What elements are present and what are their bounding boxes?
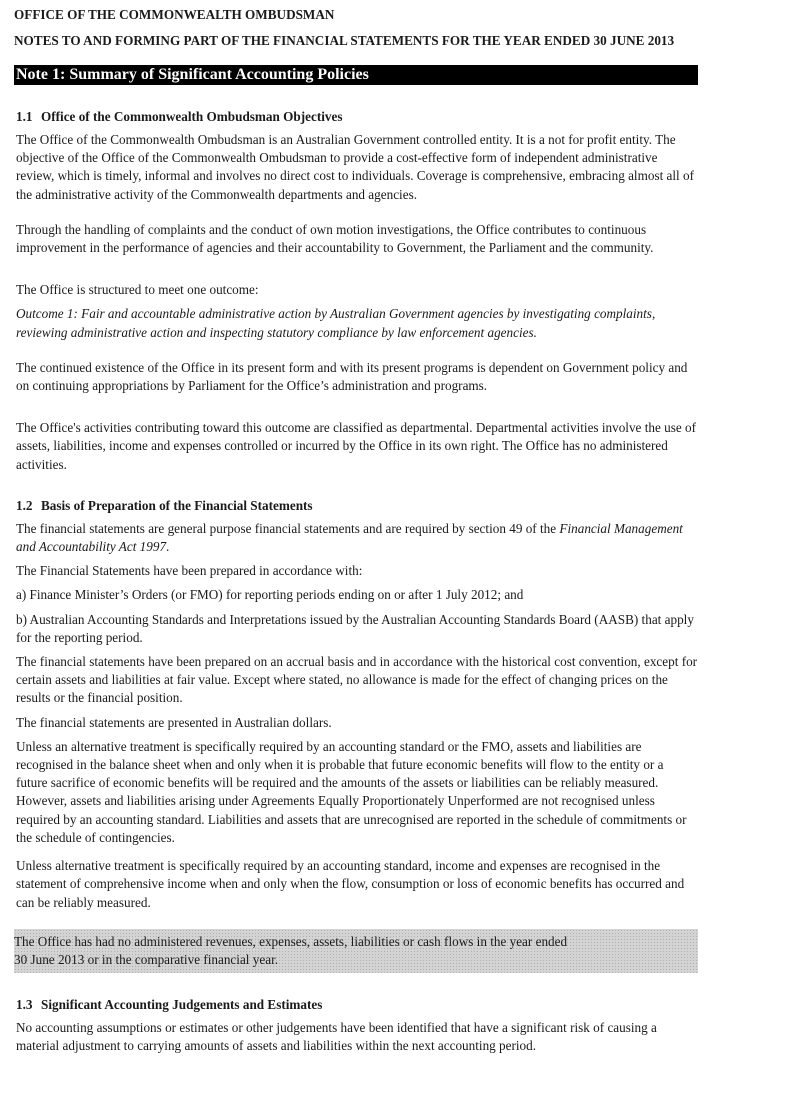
section-title: Basis of Preparation of the Financial Statements [41, 497, 313, 513]
paragraph-text: . [166, 539, 170, 555]
shaded-line: The Office has had no administered revenues, expenses, assets, liabilities or cash flows in the year ended [14, 933, 568, 949]
paragraph: Through the handling of complaints and the conduct of own motion investigations, the Office contributes to continuous improvement in the performance of agencies and their accountability to Government, the Parliament and the community. [16, 221, 654, 256]
shaded-line: 30 June 2013 or in the comparative financial year. [14, 951, 279, 967]
paragraph: The Office of the Commonwealth Ombudsman is an Australian Government controlled entity. It is a not for profit entity. The objective of the Office of the Commonwealth Ombudsman to provide a cost-effective form of independent administrative review, which is timely, informal and involves no direct cost to individuals. Coverage is comprehensive, embracing almost all of the administrative activity of the Commonwealth departments and agencies. [16, 132, 695, 202]
section-1-3-heading [16, 996, 698, 1013]
section-title: Significant Accounting Judgements and Estimates [41, 996, 323, 1012]
section-1-2-heading [16, 497, 698, 514]
paragraph [16, 520, 698, 556]
paragraph: The continued existence of the Office in its present form and with its present programs is dependent on Government policy and on continuing appropriations by Parliament for the Office’s administration and programs. [16, 359, 688, 394]
shaded-note-box [14, 929, 698, 973]
section-number: 1.3 [16, 996, 33, 1012]
outcome-statement: Outcome 1: Fair and accountable administrative action by Australian Government agencies by investigating complaints, reviewing administrative action and inspecting statutory compliance by law enforcement agencies. [16, 306, 656, 340]
paragraph: The financial statements have been prepared on an accrual basis and in accordance with the historical cost convention, except for certain assets and liabilities at fair value. Except where stated, no allowance is made for the effect of changing prices on the results or the financial position. [16, 654, 698, 706]
paragraph: The financial statements are presented in Australian dollars. [16, 714, 332, 730]
section-number: 1.1 [16, 109, 33, 124]
paragraph: Unless an alternative treatment is specifically required by an accounting standard or the FMO, assets and liabilities are recognised in the balance sheet when and only when it is probable that future economic benefits will flow to the entity or a future sacrifice of economic benefits will be required and the amounts of the assets or liabilities can be reliably measured. However, assets and liabilities arising under Agreements Equally Proportionately Unperformed are not recognised unless required by an accounting standard. Liabilities and assets that are unrecognised are reported in the schedule of commitments or the schedule of contingencies. [16, 738, 687, 845]
paragraph-text: The financial statements are general purpose financial statements and are required by section 49 of the [16, 520, 560, 536]
document-page [14, 6, 698, 1055]
section-title: Office of the Commonwealth Ombudsman Objectives [41, 109, 343, 124]
paragraph: The Office is structured to meet one outcome: [16, 282, 259, 298]
list-item-a: a) Finance Minister’s Orders (or FMO) for reporting periods ending on or after 1 July 2012; and [16, 587, 524, 603]
paragraph: The Office's activities contributing toward this outcome are classified as departmental. Departmental activities involve the use of assets, liabilities, income and expenses controlled or incurred by the Office in its own right. The Office has no administered activities. [16, 420, 696, 472]
paragraph: No accounting assumptions or estimates or other judgements have been identified that have a significant risk of causing a material adjustment to carrying amounts of assets and liabilities within the next accounting period. [16, 1019, 657, 1053]
paragraph: Unless alternative treatment is specifically required by an accounting standard, income and expenses are recognised in the statement of comprehensive income when and only when the flow, consumption or loss of economic benefits has occurred and can be reliably measured. [16, 858, 685, 910]
list-item-b: b) Australian Accounting Standards and Interpretations issued by the Australian Accounting Standards Board (AASB) that apply for the reporting period. [16, 611, 694, 645]
organisation-heading: OFFICE OF THE COMMONWEALTH OMBUDSMAN [14, 7, 335, 22]
notes-heading: NOTES TO AND FORMING PART OF THE FINANCIAL STATEMENTS FOR THE YEAR ENDED 30 JUNE 2013 [14, 33, 675, 48]
act-title: Financial Management and Accountability Act 1997 [16, 520, 683, 555]
section-number: 1.2 [16, 497, 33, 513]
note-1-banner: Note 1: Summary of Significant Accounting Policies [14, 65, 698, 85]
paragraph: The Financial Statements have been prepared in accordance with: [16, 563, 363, 579]
section-1-1-heading [16, 108, 698, 125]
